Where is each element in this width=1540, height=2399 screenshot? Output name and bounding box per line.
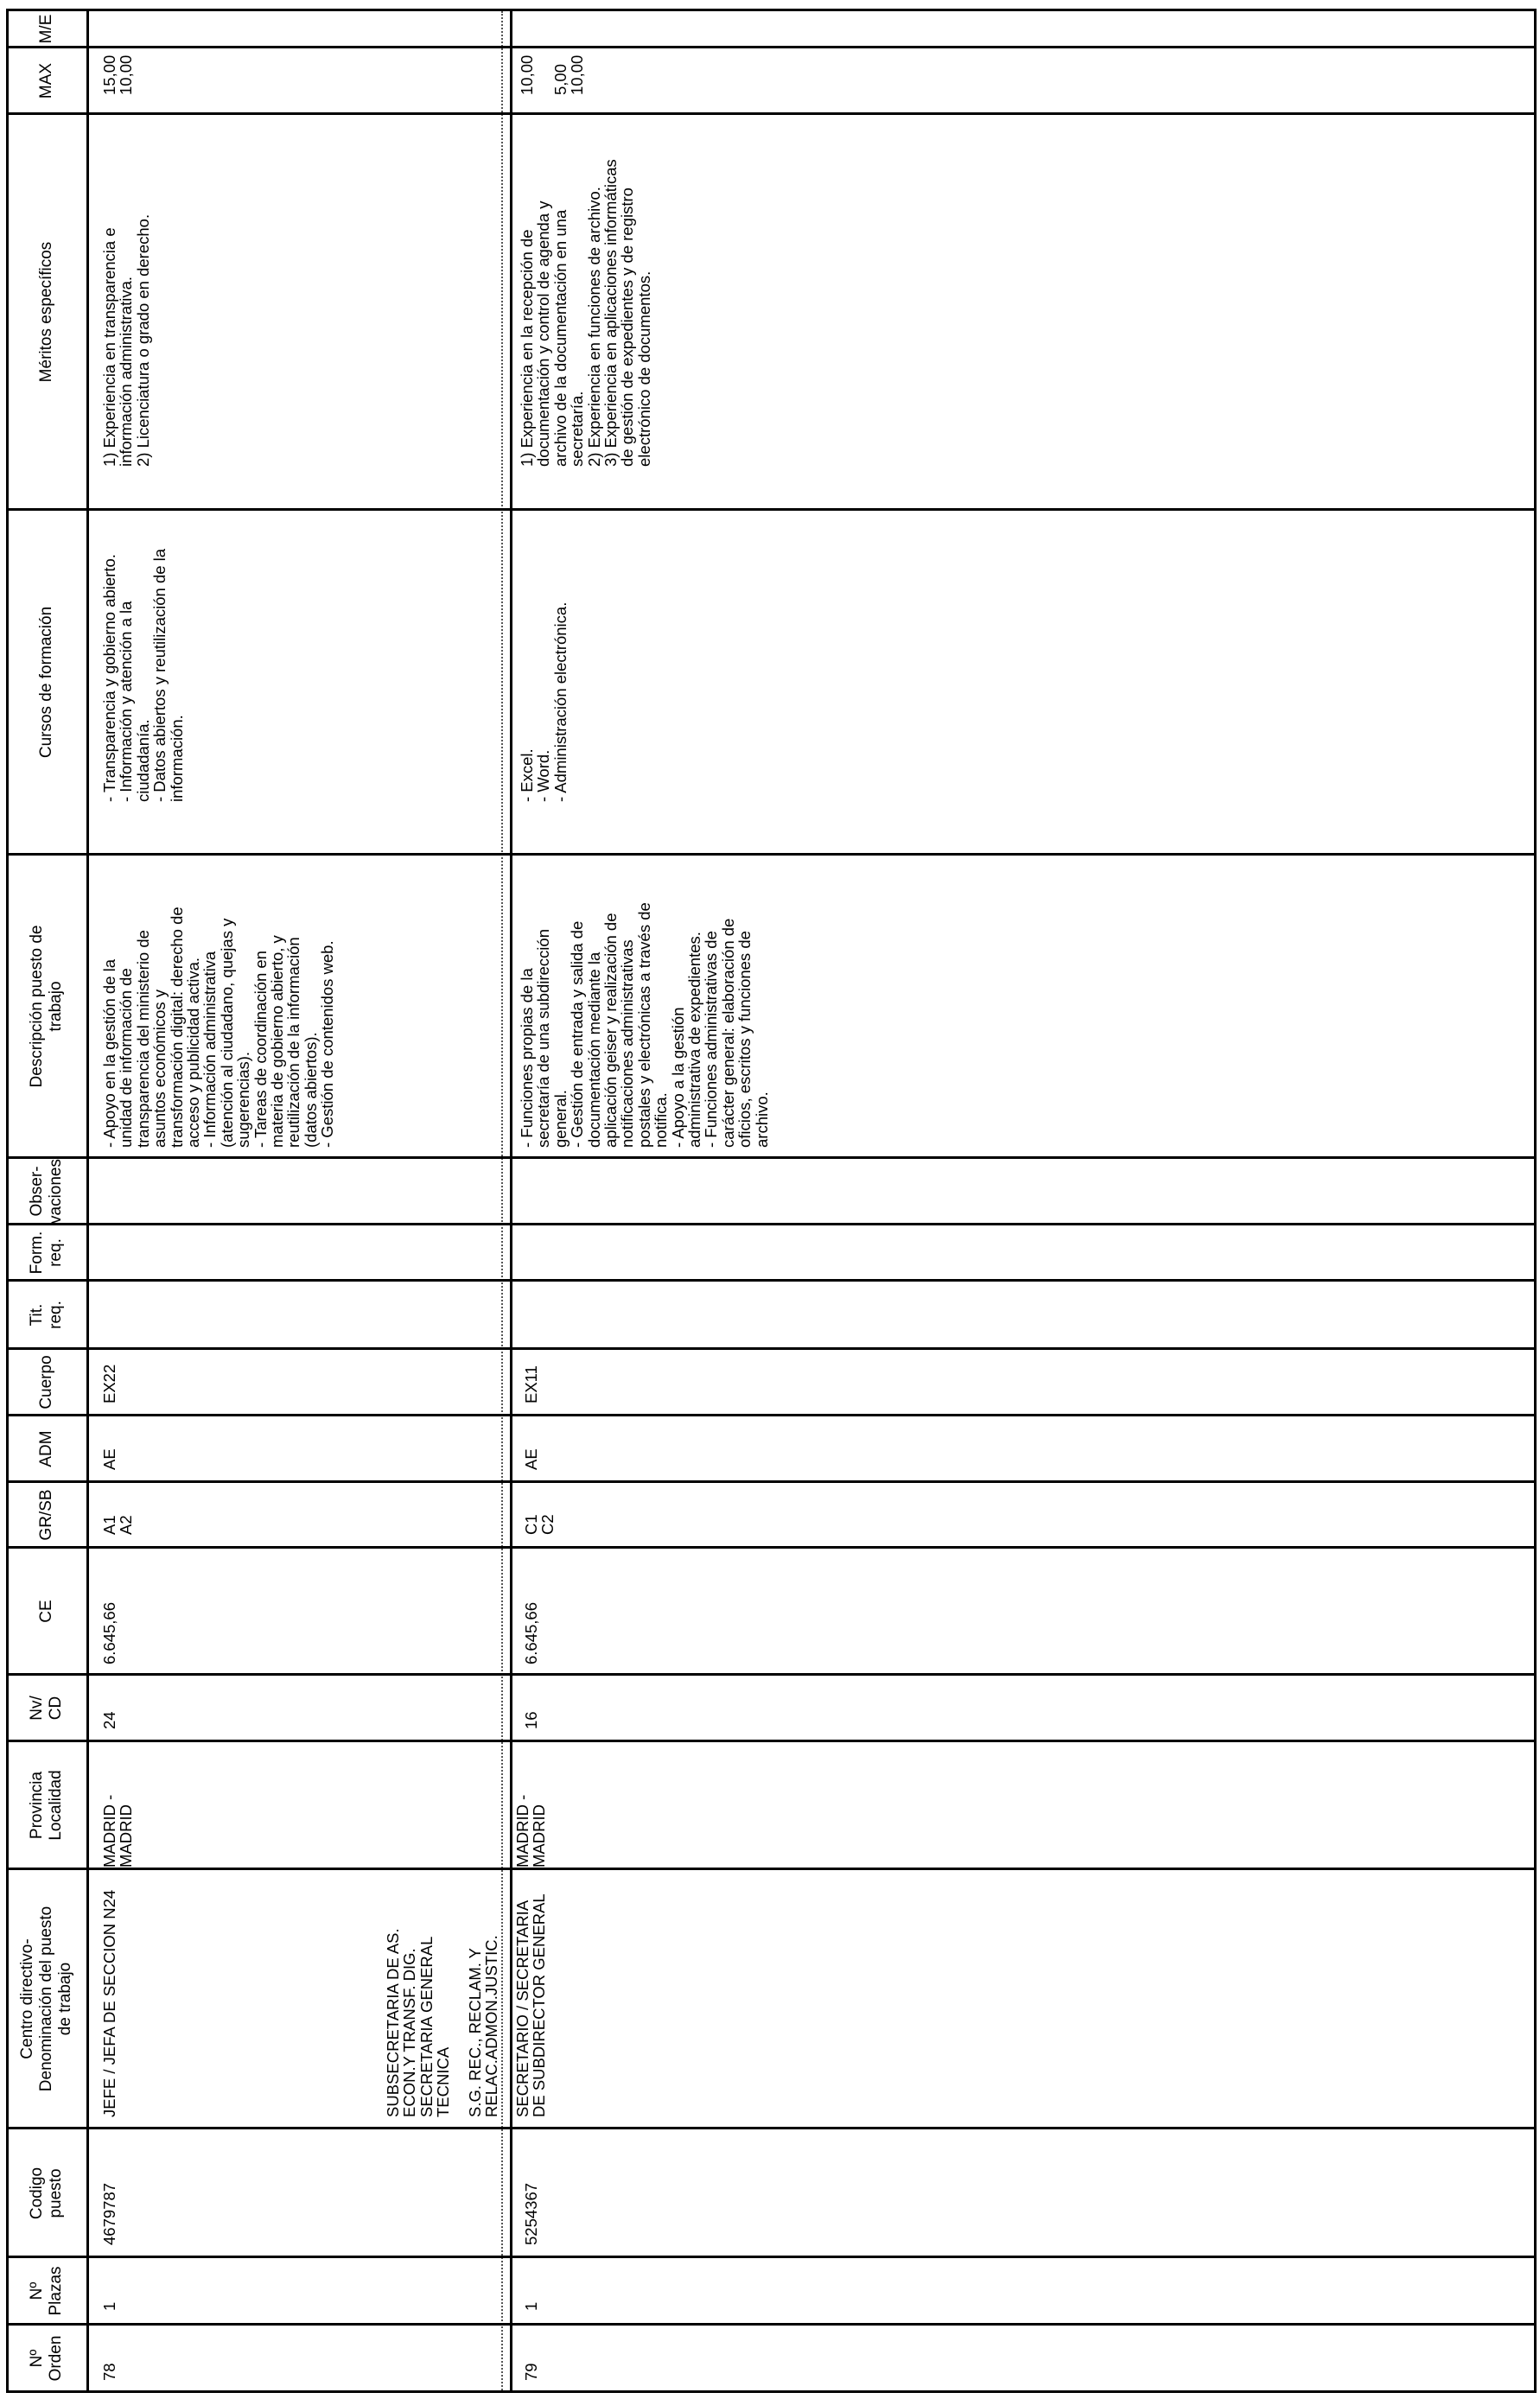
col-border — [6, 1223, 1537, 1225]
col-border — [6, 1868, 1537, 1870]
row78-nivel: 24 — [100, 1711, 118, 1729]
row79-cursos: - Excel. - Word. - Administración electrónica. — [518, 601, 570, 802]
row78-denominacion: JEFE / JEFA DE SECCION N24 — [100, 1889, 118, 2117]
row78-adm: AE — [100, 1448, 118, 1470]
col-border — [6, 46, 1537, 48]
col-border — [6, 2390, 1537, 2393]
row79-cuerpo: EX11 — [522, 1365, 540, 1403]
table-border-bottom — [1534, 11, 1537, 2393]
header-grsb: GR/SB — [37, 1489, 55, 1541]
header-nivel: Nv/ CD — [28, 1696, 65, 1721]
col-border — [6, 1546, 1537, 1549]
header-provincia: Provincia Localidad — [28, 1770, 65, 1841]
row79-ce: 6.645,66 — [522, 1601, 540, 1664]
header-cursos: Cursos de formación — [37, 606, 55, 759]
row79-max: 10,00 5,00 10,00 — [518, 54, 587, 95]
header-adm: ADM — [37, 1430, 55, 1467]
col-border — [6, 9, 1537, 11]
col-border — [6, 1279, 1537, 1282]
row78-codigo: 4679787 — [100, 2182, 118, 2245]
col-border — [6, 1673, 1537, 1676]
row79-nivel: 16 — [522, 1711, 540, 1729]
row79-plazas: 1 — [522, 2301, 540, 2311]
header-form: Form. req. — [28, 1231, 65, 1275]
row-separator — [510, 11, 512, 2393]
row78-plazas: 1 — [100, 2301, 118, 2311]
col-border — [6, 1740, 1537, 1742]
row78-cuerpo: EX22 — [100, 1364, 118, 1403]
header-centro: Centro directivo- Denominación del puesto de trabajo — [18, 1906, 74, 2092]
header-meritos: Méritos específicos — [37, 241, 55, 383]
col-border — [6, 1156, 1537, 1159]
row78-max: 15,00 10,00 — [100, 54, 136, 95]
header-tit: Tit. req. — [28, 1301, 65, 1329]
row79-meritos: 1) Experiencia en la recepción de documentación y control de agenda y archivo de la documentación en una secretaría. 2) Experiencia en funciones de archivo. 3) Experiencia en aplicaciones informáticas de gestión de expedientes y de registro electrónico de documentos. — [518, 159, 653, 467]
row78-ce: 6.645,66 — [100, 1601, 118, 1664]
row78-provincia: MADRID - MADRID — [100, 1794, 136, 1868]
row79-codigo: 5254367 — [522, 2182, 540, 2245]
row78-cursos: - Transparencia y gobierno abierto. - Información y atención a la ciudadanía. - Datos abiertos y reutilización de la información. — [100, 548, 186, 802]
row78-orden: 78 — [100, 2363, 118, 2381]
col-border — [6, 1414, 1537, 1416]
header-obs: Obser- vaciones — [28, 1159, 65, 1224]
row78-subdireccion: S.G. REC., RECLAM. Y RELAC.ADMON.JUSTIC. — [466, 1935, 501, 2117]
header-separator — [86, 11, 89, 2393]
row79-denominacion: SECRETARIO / SECRETARIA DE SUBDIRECTOR GENERAL — [513, 1893, 549, 2117]
col-border — [6, 2323, 1537, 2326]
col-border — [6, 112, 1537, 115]
row78-centro-directivo: SUBSECRETARIA DE AS. ECON.Y TRANSF. DIG. SECRETARIA GENERAL TECNICA — [384, 1928, 453, 2117]
col-border — [6, 2256, 1537, 2258]
row79-orden: 79 — [522, 2363, 540, 2381]
row78-meritos: 1) Experiencia en transparencia e información administrativa. 2) Licenciatura o grado en derecho. — [100, 213, 152, 467]
col-border — [6, 2127, 1537, 2129]
header-descripcion: Descripción puesto de trabajo — [28, 925, 65, 1088]
col-border — [6, 1347, 1537, 1350]
row78-grsb: A1 A2 — [100, 1515, 136, 1535]
col-border — [6, 853, 1537, 856]
header-codigo: Codigo puesto — [28, 2167, 65, 2220]
header-ce: CE — [37, 1600, 55, 1623]
dotted-guide — [501, 11, 503, 2393]
col-border — [6, 1480, 1537, 1483]
header-cuerpo: Cuerpo — [37, 1355, 55, 1409]
row79-provincia: MADRID - MADRID — [513, 1794, 549, 1868]
header-max: MAX — [37, 62, 55, 99]
row79-grsb: C1 C2 — [522, 1514, 557, 1535]
col-border — [6, 508, 1537, 511]
row79-descripcion: - Funciones propias de la secretaría de una subdirección general. - Gestión de entrada y salida de documentación mediante la aplicación geiser y realización de notificaciones administrativas postales y electrónicas a través de notifica. - Apoyo a la gestión administrativa de expedientes. - Funciones administrativas de carácter general: elaboración de oficios, escritos y funciones de archivo. — [518, 902, 771, 1148]
header-plazas: Nº Plazas — [28, 2266, 65, 2316]
row78-descripcion: - Apoyo en la gestión de la unidad de información de transparencia del ministerio de asuntos económicos y transformación digital: derecho de acceso y publicidad activa. - Información administrativa (atención al ciudadano, quejas y sugerencias). - Tareas de coordinación en materia de gobierno abierto, y reutilización de la información (datos abiertos). - Gestión de contenidos web. — [100, 907, 337, 1148]
header-orden: Nº Orden — [28, 2335, 65, 2382]
row79-adm: AE — [522, 1448, 540, 1470]
header-me: M/E — [37, 14, 55, 44]
